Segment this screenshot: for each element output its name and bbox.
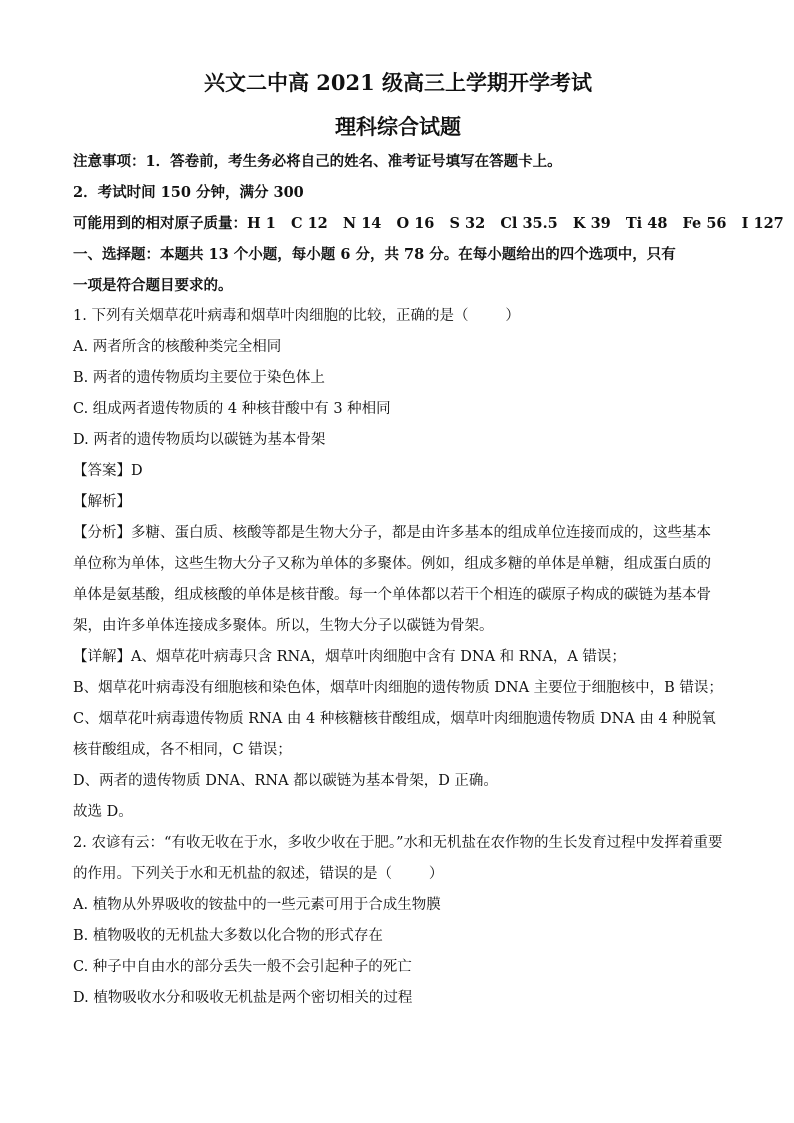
question-1-conclusion: 故选 D。 — [73, 804, 133, 820]
question-2-stem: 2. 农谚有云：“有收无收在于水，多收少收在于肥。”水和无机盐在农作物的生长发育过程中发挥着重要的作用。下列关于水和无机盐的叙述，错误的是（ ） — [73, 835, 723, 882]
question-1-option-c: C. 组成两者遗传物质的 4 种核苷酸中有 3 种相同 — [73, 401, 391, 417]
question-1-detail-a: 【详解】A、烟草花叶病毒只含 RNA，烟草叶肉细胞中含有 DNA 和 RNA，A 错误； — [73, 649, 626, 665]
question-1-option-d: D. 两者的遗传物质均以碳链为基本骨架 — [73, 432, 326, 448]
question-2-option-a: A. 植物从外界吸收的铵盐中的一些元素可用于合成生物膜 — [73, 897, 441, 913]
notes-line-1: 注意事项：1．答卷前，考生务必将自己的姓名、准考证号填写在答题卡上。 — [73, 153, 562, 170]
notes-line-2: 2．考试时间 150 分钟，满分 300 — [73, 184, 304, 201]
section-heading-line-1: 一、选择题：本题共 13 个小题，每小题 6 分，共 78 分。在每小题给出的四个选项中，只有 — [73, 246, 676, 263]
question-1-detail-c: C、烟草花叶病毒遗传物质 RNA 由 4 种核糖核苷酸组成，烟草叶肉细胞遗传物质 DNA 由 4 种脱氧核苷酸组成，各不相同，C 错误； — [73, 711, 716, 758]
question-1-fenxi: 【分析】多糖、蛋白质、核酸等都是生物大分子，都是由许多基本的组成单位连接而成的，这些基本单位称为单体，这些生物大分子又称为单体的多聚体。例如，组成多糖的单体是单糖，组成蛋白质的单体是氨基酸，组成核酸的单体是核苷酸。每一个单体都以若干个相连的碳原子构成的碳链为基本骨架，由许多单体连接成多聚体。所以，生物大分子以碳链为骨架。 — [73, 525, 711, 634]
question-2-option-b: B. 植物吸收的无机盐大多数以化合物的形式存在 — [73, 928, 383, 944]
question-2-option-c: C. 种子中自由水的部分丢失一般不会引起种子的死亡 — [73, 959, 412, 975]
exam-title: 兴文二中高 2021 级高三上学期开学考试 — [203, 70, 593, 95]
question-1-stem: 1. 下列有关烟草花叶病毒和烟草叶肉细胞的比较，正确的是（ ） — [73, 308, 520, 324]
question-1-detail-b: B、烟草花叶病毒没有细胞核和染色体，烟草叶肉细胞的遗传物质 DNA 主要位于细胞核中，B 错误； — [73, 680, 723, 696]
atomic-masses: 可能用到的相对原子质量：H 1 C 12 N 14 O 16 S 32 Cl 35.5 K 39 Ti 48 Fe 56 I 127 — [73, 215, 784, 232]
exam-page — [73, 60, 784, 1014]
section-heading-line-2: 一项是符合题目要求的。 — [73, 277, 233, 294]
question-1-option-b: B. 两者的遗传物质均主要位于染色体上 — [73, 370, 325, 386]
exam-subtitle: 理科综合试题 — [335, 114, 461, 139]
question-1-detail-d: D、两者的遗传物质 DNA、RNA 都以碳链为基本骨架，D 正确。 — [73, 773, 498, 789]
question-1-option-a: A. 两者所含的核酸种类完全相同 — [73, 339, 282, 355]
question-1-answer: 【答案】D — [73, 463, 143, 479]
question-2-option-d: D. 植物吸收水分和吸收无机盐是两个密切相关的过程 — [73, 990, 413, 1006]
question-1-analysis-tag: 【解析】 — [73, 494, 131, 510]
